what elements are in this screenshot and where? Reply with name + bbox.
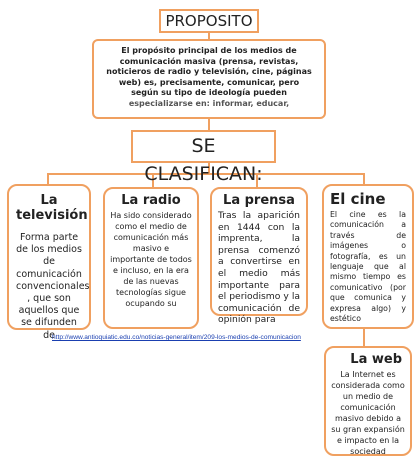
purpose-text-cut: especializarse en: informar, educar, <box>128 98 290 108</box>
classify-box <box>131 130 276 185</box>
connector-cine-to-web <box>363 328 365 346</box>
connector-to-television <box>47 173 49 184</box>
card-text-television: Forma parte de los medios de comunicación convencionales , que son aquellos que se difunden de <box>16 232 90 341</box>
card-text-prensa: Tras la aparición en 1444 con la imprenta, la prensa comenzó a convertirse en el medio más importante para el periodismo y la comunicación de opinión para <box>218 210 300 326</box>
title-box <box>159 9 259 33</box>
purpose-text: El propósito principal de los medios de comunicación masiva (prensa, revistas, noticieros de radio y televisión, cine, páginas web) es, precisamente, comunicar, pero según su tipo de ideología pueden <box>106 46 312 97</box>
card-web <box>324 346 412 456</box>
card-title-radio: La radio <box>121 193 181 208</box>
card-television <box>7 184 91 341</box>
classify-label: SE CLASIFICAN: <box>144 135 263 185</box>
card-text-radio: Ha sido considerado como el medio de comunicación más masivo e importante de todos e incluso, en la era de las nuevas tecnologías sigue ocupando su <box>110 211 192 308</box>
card-title-cine: El cine <box>330 190 386 208</box>
source-link[interactable]: http://www.antioquiatic.edu.co/noticias-general/item/209-los-medios-de-comunicacion <box>52 334 301 341</box>
purpose-box <box>92 39 326 119</box>
card-prensa <box>210 187 308 326</box>
card-title-television: La televisión <box>16 193 88 223</box>
card-title-web: La web <box>350 352 402 367</box>
card-text-web: La Internet es considerada como un medio de comunicación masivo debido a su gran expansión e impacto en la sociedad <box>331 370 405 456</box>
card-text-cine: El cine es la comunicación a través de imágenes o fotografía, es un lenguaje que al mismo tiempo es comunicativo (por que comunica y expresa algo) y estético <box>330 210 406 324</box>
card-title-prensa: La prensa <box>223 193 295 208</box>
card-cine <box>322 184 414 329</box>
connector-to-cine <box>363 173 365 184</box>
card-radio <box>103 187 199 329</box>
diagram-title: PROPOSITO <box>165 12 253 30</box>
